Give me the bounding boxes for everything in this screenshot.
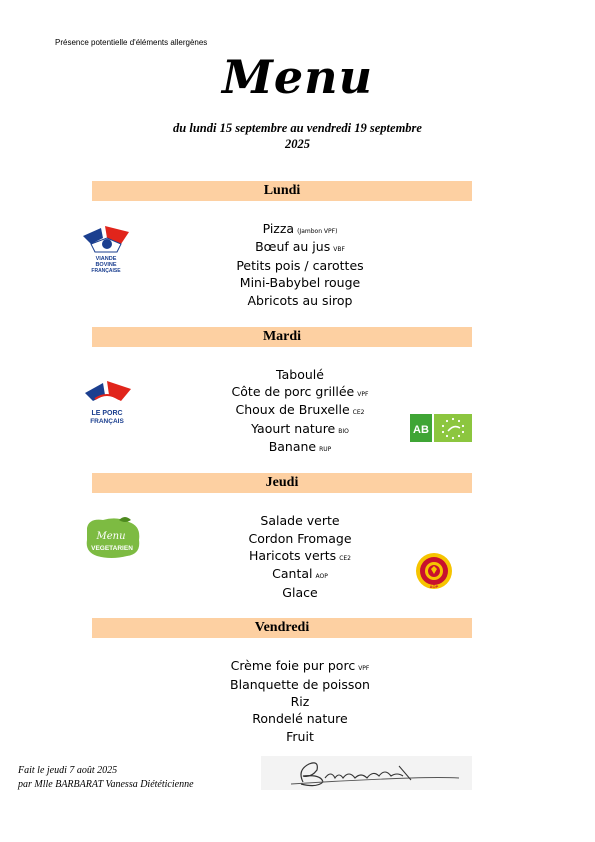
page-title: Menu: [221, 50, 374, 104]
bio-ab-logo: [410, 414, 472, 442]
svg-text:Menu: Menu: [96, 531, 126, 542]
dish-item: Cantal AOP: [272, 566, 328, 581]
svg-text:FRANÇAISE: FRANÇAISE: [91, 268, 121, 274]
dish-item: Petits pois / carottes: [236, 258, 364, 273]
aop-logo: [415, 552, 453, 590]
dish-item: Salade verte: [260, 513, 340, 528]
dish-item: Riz: [290, 694, 310, 709]
porc-francais-logo: [77, 377, 137, 433]
dish-item: Choux de Bruxelle CE2: [235, 402, 365, 417]
svg-text:AOP: AOP: [429, 584, 439, 589]
dish-item: Taboulé: [276, 367, 324, 382]
dish-item: Cordon Fromage: [248, 531, 352, 546]
dish-item: Côte de porc grillée VPF: [231, 384, 369, 399]
date-range-line2: 2025: [285, 137, 310, 151]
date-range-line1: du lundi 15 septembre au vendredi 19 septembre: [173, 121, 422, 135]
dish-item: Glace: [282, 585, 318, 600]
svg-text:BOVINE: BOVINE: [95, 262, 117, 268]
dish-item: Blanquette de poisson: [230, 677, 370, 692]
date-range: [100, 120, 495, 152]
day-header-lundi: Lundi: [92, 181, 472, 201]
dish-item: Fruit: [286, 729, 314, 744]
footer-author: par Mlle BARBARAT Vanessa Diététicienne: [18, 779, 194, 790]
signature-image: [261, 756, 472, 790]
dish-item: Yaourt nature BIO: [251, 421, 349, 436]
allergen-note: Présence potentielle d'éléments allergènes: [55, 38, 208, 47]
dish-item: Crème foie pur porc VPF: [230, 658, 370, 673]
dish-item: Abricots au sirop: [247, 293, 353, 308]
svg-text:VEGETARIEN: VEGETARIEN: [91, 545, 133, 552]
menu-vegetarien-logo: [83, 516, 143, 560]
dish-item: Mini-Babybel rouge: [239, 275, 361, 290]
day-header-vendredi: Vendredi: [92, 618, 472, 638]
footer-date: Fait le jeudi 7 août 2025: [18, 765, 118, 776]
viande-bovine-francaise-logo: [77, 222, 135, 278]
dish-item: Bœuf au jus VBF: [255, 239, 345, 254]
day-header-jeudi: Jeudi: [92, 473, 472, 493]
dish-item: Rondelé nature: [252, 711, 348, 726]
svg-text:FRANÇAIS: FRANÇAIS: [90, 418, 124, 425]
svg-text:AB: AB: [413, 424, 429, 436]
dish-item: Banane RUP: [268, 439, 332, 454]
dish-item: Pizza (Jambon VPF): [262, 221, 338, 236]
footer-signature-note: [18, 764, 194, 792]
dish-item: Haricots verts CE2: [248, 548, 352, 563]
day-header-mardi: Mardi: [92, 327, 472, 347]
svg-text:LE PORC: LE PORC: [91, 410, 123, 417]
svg-text:VIANDE: VIANDE: [95, 256, 117, 262]
